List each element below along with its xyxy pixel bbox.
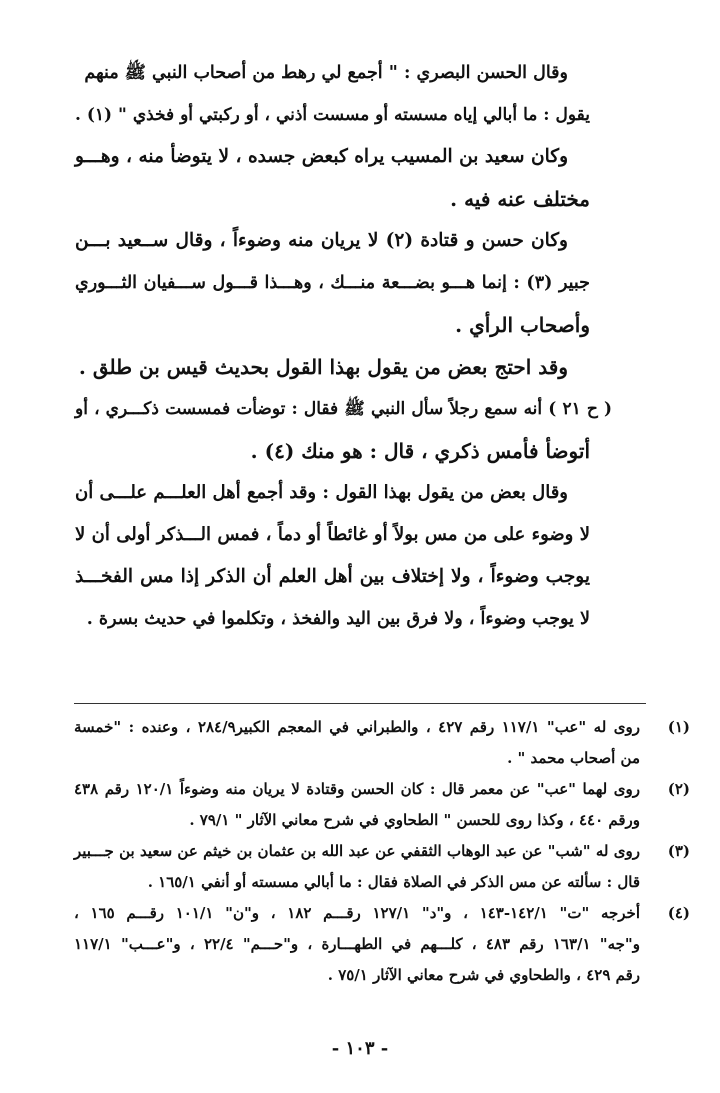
footnote-line: روى لهما "عب" عن معمر قال : كان الحسن وقتادة لا يريان منه وضوءاً ١٢٠/١ رقم ٤٣٨ <box>74 780 640 798</box>
footnote-2 <box>74 774 690 836</box>
footnote-3 <box>74 836 690 898</box>
footnotes <box>74 712 690 991</box>
text-line: جبير (٣) : إنما هـــو بضـــعة منـــك ، وهـــذا قـــول ســـفيان الثـــوري <box>75 273 590 293</box>
footnote-line: روى له "عب" ١١٧/١ رقم ٤٢٧ ، والطبراني في المعجم الكبير٢٨٤/٩ ، وعنده : "خمسة <box>74 718 640 736</box>
text-line: وأصحاب الرأي . <box>455 313 590 337</box>
footnote-line: من أصحاب محمد " . <box>507 749 640 767</box>
footnote-divider <box>74 703 646 704</box>
text-line: يوجب وضوءاً ، ولا إختلاف بين أهل العلم أن الذكر إذا مس الفخـــذ <box>75 566 590 587</box>
main-text <box>75 52 613 640</box>
footnote-line: رقم ٤٢٩ ، والطحاوي في شرح معاني الآثار ٧٥/١ . <box>327 966 640 984</box>
text-line: يقول : ما أبالي إياه مسسته أو مسست أذني ، أو ركبتي أو فخذي " (١) . <box>75 105 590 125</box>
footnote-line: أخرجه "ت" ١٤٢/١-١٤٣ ، و"د" ١٢٧/١ رقـــم ١٨٢ ، و"ن" ١٠١/١ رقـــم ١٦٥ ، <box>74 904 641 922</box>
text-line: مختلف عنه فيه . <box>450 187 590 211</box>
text-line: أتوضأ فأمس ذكري ، قال : هو منك (٤) . <box>250 439 590 463</box>
text-line: وكان حسن و قتادة (٢) لا يريان منه وضوءاً ، وقال ســعيد بـــن <box>75 230 568 251</box>
page-number: - ١٠٣ - <box>331 1038 389 1059</box>
text-line: وقال الحسن البصري : " أجمع لي رهط من أصحاب النبي ﷺ منهم <box>84 63 568 83</box>
footnote-number: (٢) <box>667 780 690 798</box>
text-line: وكان سعيد بن المسيب يراه كبعض جسده ، لا يتوضأ منه ، وهـــو <box>75 146 568 167</box>
text-line: وقد احتج بعض من يقول بهذا القول بحديث قيس بن طلق . <box>78 355 568 379</box>
footnote-line: قال : سألته عن مس الذكر في الصلاة فقال : ما أبالي مسسته أو أنفي ١٦٥/١ . <box>147 873 640 891</box>
footnote-number: (٤) <box>667 904 690 922</box>
text-line: وقال بعض من يقول بهذا القول : وقد أجمع أهل العلـــم علـــى أن <box>75 482 568 503</box>
footnote-4 <box>74 898 690 991</box>
footnote-number: (٣) <box>667 842 690 860</box>
text-line: لا يوجب وضوءاً ، ولا فرق بين اليد والفخذ ، وتكلموا في حديث بسرة . <box>86 609 590 629</box>
hadith-line: ( ح ٢١ ) أنه سمع رجلاً سأل النبي ﷺ فقال : توضأت فمسست ذكـــري ، أو <box>75 399 613 419</box>
footnote-number: (١) <box>667 718 690 736</box>
text-line: لا وضوء على من مس بولاً أو غائطاً أو دماً ، فمس الـــذكر أولى أن لا <box>75 524 590 545</box>
footnote-line: ورقم ٤٤٠ ، وكذا روى للحسن " الطحاوي في شرح معاني الآثار " ٧٩/١ . <box>189 811 640 829</box>
footnote-line: روى له "شب" عن عبد الوهاب الثقفي عن عبد الله بن عثمان بن خيثم عن سعيد بن جـــبير <box>74 842 640 860</box>
footnote-1 <box>74 712 690 774</box>
footnote-line: و"جه" ١٦٣/١ رقم ٤٨٣ ، كلـــهم في الطهـــارة ، و"حـــم" ٢٢/٤ ، و"عـــب" ١١٧/١ <box>74 935 640 953</box>
